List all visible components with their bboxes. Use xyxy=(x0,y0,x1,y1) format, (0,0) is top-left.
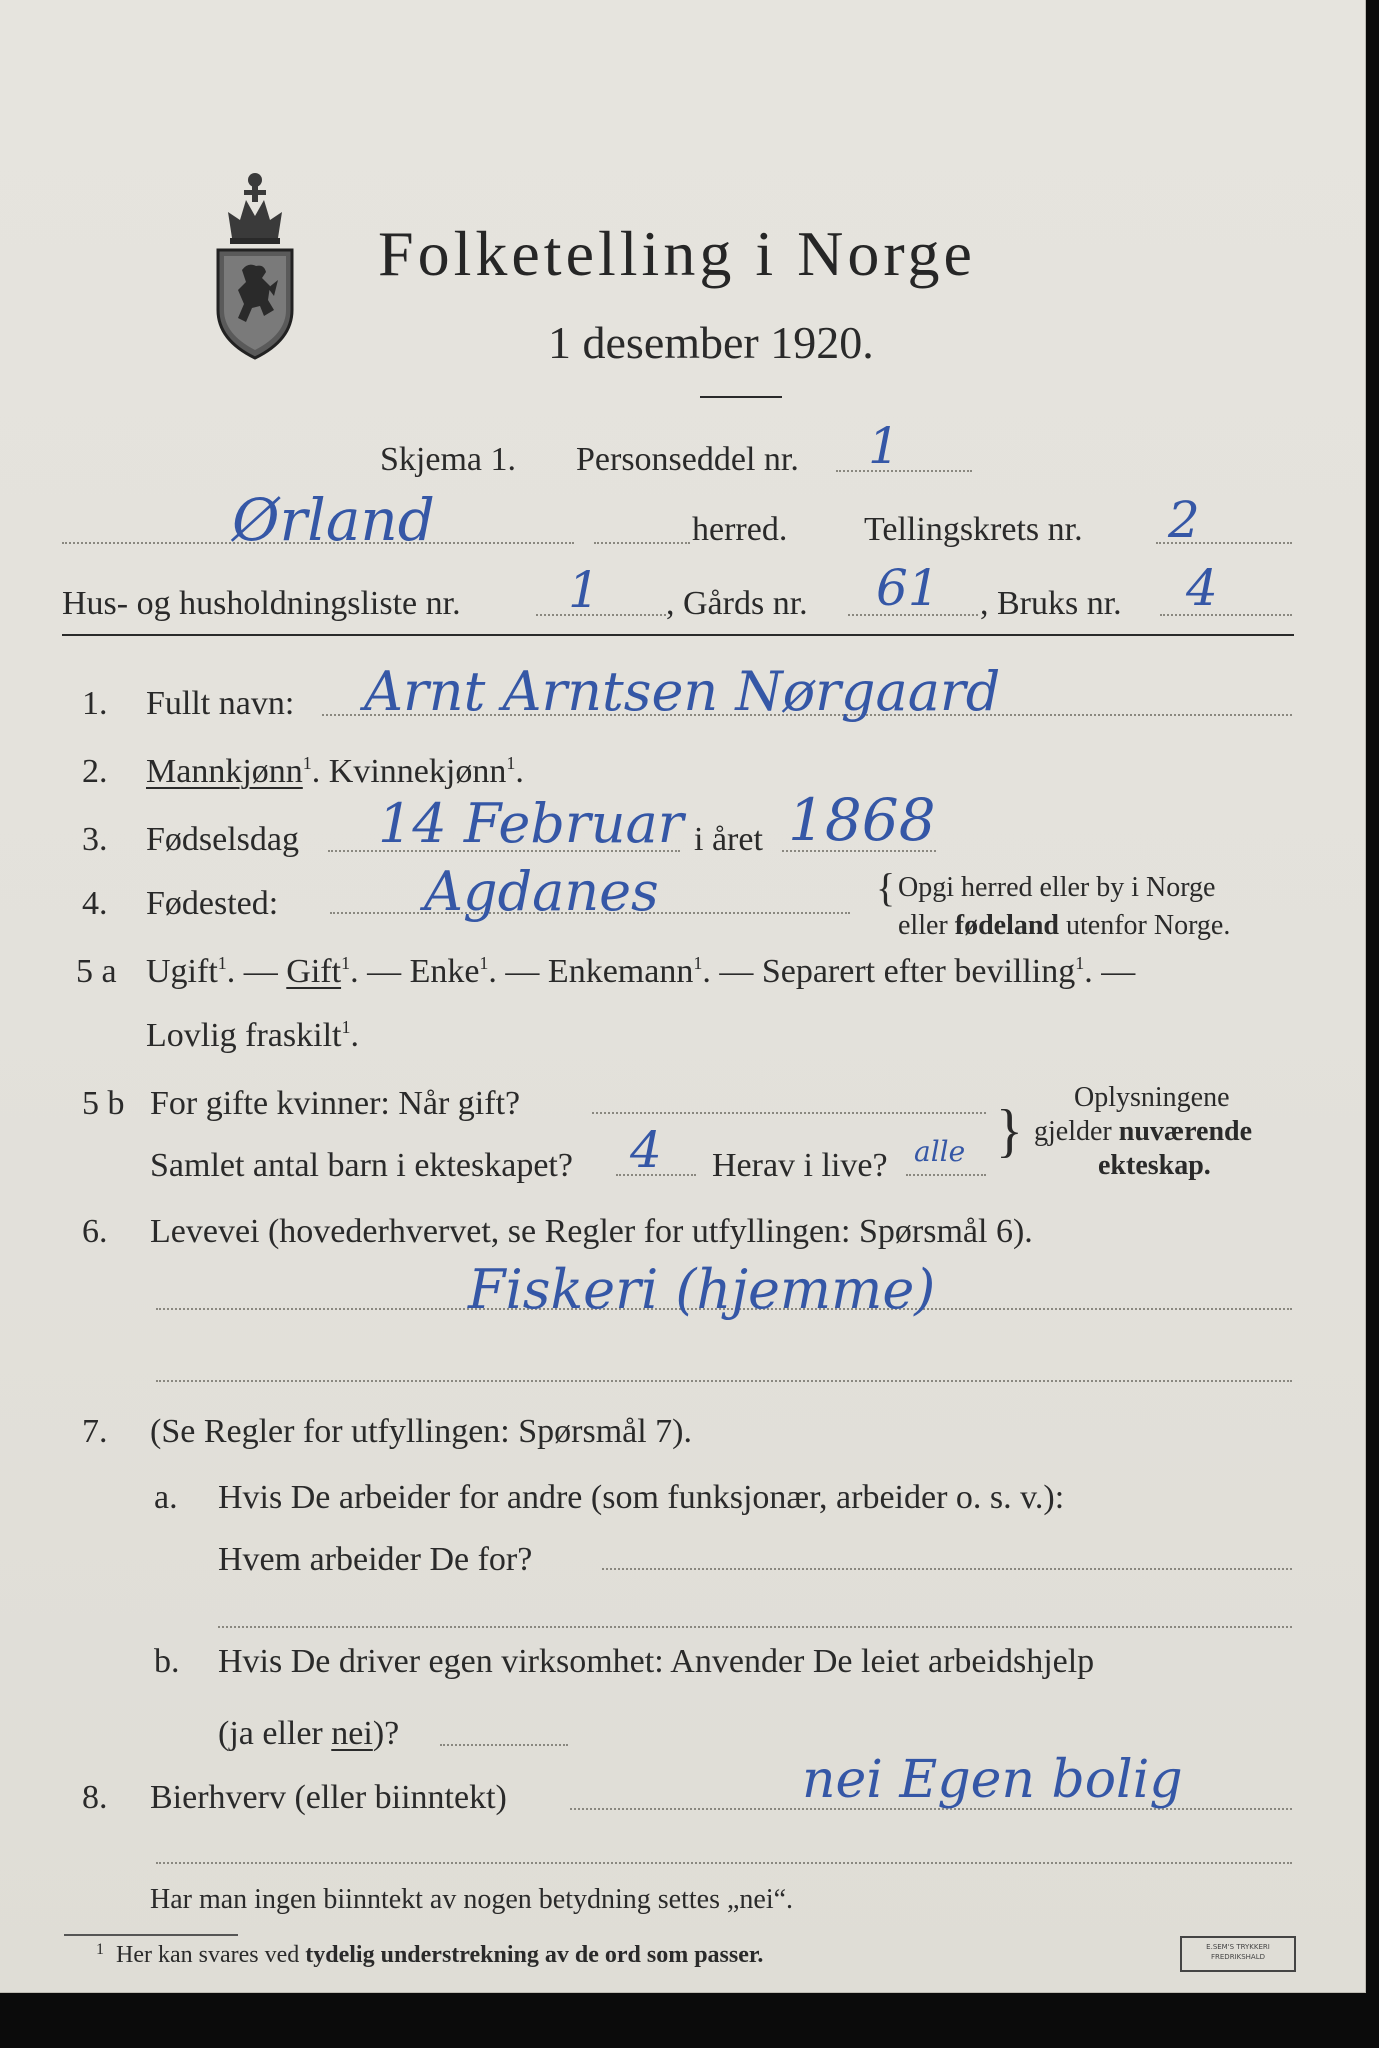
q3-number: 3. xyxy=(82,821,108,858)
mannkjonn-option[interactable]: Mannkjønn xyxy=(146,753,303,790)
q1-number: 1. xyxy=(82,685,108,722)
gift-option[interactable]: Gift xyxy=(286,953,342,990)
form-title: Folketelling i Norge xyxy=(378,218,976,289)
kvinnekjonn-option[interactable]: Kvinnekjønn xyxy=(328,753,507,790)
q8-line-2 xyxy=(156,1862,1292,1864)
footnote-divider xyxy=(64,1934,238,1936)
q2-number: 2. xyxy=(82,753,108,790)
q5b-note-2: gjelder nuværende xyxy=(1034,1116,1253,1147)
bruks-line xyxy=(1160,614,1292,616)
q5a-number: 5 a xyxy=(76,953,117,990)
coat-of-arms-icon xyxy=(212,160,298,360)
q3-year-label: i året xyxy=(694,821,763,858)
gards-value[interactable]: 61 xyxy=(876,559,940,617)
occupation-value[interactable]: Fiskeri (hjemme) xyxy=(468,1258,936,1321)
bruks-value[interactable]: 4 xyxy=(1186,559,1218,617)
q7-number: 7. xyxy=(82,1413,108,1450)
q5b-herav-label: Herav i live? xyxy=(712,1147,888,1184)
full-name-value[interactable]: Arnt Arntsen Nørgaard xyxy=(364,660,1001,723)
q7a-text: Hvis De arbeider for andre (som funksjonær, arbeider o. s. v.): xyxy=(218,1479,1065,1516)
nei-option[interactable]: nei xyxy=(331,1715,373,1752)
q5b-note-3: ekteskap. xyxy=(1098,1150,1211,1181)
q5b-number: 5 b xyxy=(82,1085,125,1122)
husholdningsliste-value[interactable]: 1 xyxy=(568,561,600,619)
q7a-letter: a. xyxy=(154,1479,178,1516)
bruks-label: , Bruks nr. xyxy=(980,585,1122,622)
q4-note-line1: Opgi herred eller by i Norge xyxy=(898,872,1216,903)
q6-label: Levevei (hovederhvervet, se Regler for utfyllingen: Spørsmål 6). xyxy=(150,1213,1033,1250)
separert-option[interactable]: Separert efter bevilling xyxy=(761,953,1076,990)
footnote: $^1$ Her kan svares ved tydelig understrekning av de ord som passer. xyxy=(96,1941,764,1968)
q5a-marital-options: Ugift$^1$. — Gift$^1$. — Enke$^1$. — Enkemann$^1$. — Separert efter bevilling$^1$. — xyxy=(146,953,1136,990)
header-divider xyxy=(62,634,1294,636)
printer-stamp: E.SEM'S TRYKKERI FREDRIKSHALD xyxy=(1180,1936,1296,1972)
q7b-text: Hvis De driver egen virksomhet: Anvender De leiet arbeidshjelp xyxy=(218,1643,1095,1680)
personseddel-line xyxy=(836,470,972,472)
side-income-value[interactable]: nei Egen bolig xyxy=(802,1750,1183,1810)
q4-note-line2: eller fødeland utenfor Norge. xyxy=(898,910,1231,941)
lovlig-fraskilt-option[interactable]: Lovlig fraskilt$^1$. xyxy=(146,1017,359,1054)
q5b-label-1: For gifte kvinner: Når gift? xyxy=(150,1085,521,1122)
title-divider xyxy=(700,396,782,398)
bleed-through-text xyxy=(500,110,508,144)
q7b-letter: b. xyxy=(154,1643,180,1680)
herred-line-2 xyxy=(594,542,690,544)
q8-number: 8. xyxy=(82,1779,108,1816)
q8-label: Bierhverv (eller biinntekt) xyxy=(150,1779,507,1816)
q7a-question: Hvem arbeider De for? xyxy=(218,1541,533,1578)
q4-brace-icon: { xyxy=(876,865,896,910)
q5b-gift-line xyxy=(592,1112,986,1114)
q6-number: 6. xyxy=(82,1213,108,1250)
q3-label: Fødselsdag xyxy=(146,821,299,858)
q7a-line-2 xyxy=(218,1626,1292,1628)
q6-line-2 xyxy=(156,1380,1292,1382)
footer-note: Har man ingen biinntekt av nogen betydning settes „nei“. xyxy=(150,1884,794,1915)
children-alive-value[interactable]: alle xyxy=(914,1135,966,1168)
ugift-option[interactable]: Ugift xyxy=(146,953,218,990)
children-count-value[interactable]: 4 xyxy=(630,1121,662,1179)
q7b-line xyxy=(440,1744,568,1746)
personseddel-value[interactable]: 1 xyxy=(868,417,900,475)
q7b-question: (ja eller nei)? xyxy=(218,1715,400,1752)
q5b-herav-line xyxy=(906,1174,986,1176)
herred-label: herred. xyxy=(692,511,788,548)
q7a-line-1 xyxy=(602,1568,1292,1570)
birth-year-value[interactable]: 1868 xyxy=(788,786,936,854)
q4-number: 4. xyxy=(82,885,108,922)
census-date: 1 desember 1920. xyxy=(548,317,874,368)
skjema-label: Skjema 1. xyxy=(380,441,516,478)
herred-value[interactable]: Ørland xyxy=(232,486,435,554)
q7-label: (Se Regler for utfyllingen: Spørsmål 7). xyxy=(150,1413,693,1450)
q5b-brace-icon: } xyxy=(996,1098,1023,1164)
gards-label: , Gårds nr. xyxy=(666,585,808,622)
tellingskrets-label: Tellingskrets nr. xyxy=(864,511,1083,548)
husholdningsliste-line xyxy=(536,614,666,616)
q1-label: Fullt navn: xyxy=(146,685,295,722)
q5b-note-1: Oplysningene xyxy=(1074,1082,1230,1113)
q5b-label-2: Samlet antal barn i ekteskapet? xyxy=(150,1147,573,1184)
q4-label: Fødested: xyxy=(146,885,279,922)
personseddel-label: Personseddel nr. xyxy=(576,441,799,478)
q2-sex-options: Mannkjønn$^1$. Kvinnekjønn$^1$. xyxy=(146,753,524,790)
tellingskrets-value[interactable]: 2 xyxy=(1168,491,1200,549)
birth-day-value[interactable]: 14 Februar xyxy=(378,792,684,855)
enkemann-option[interactable]: Enkemann xyxy=(547,953,694,990)
birthplace-value[interactable]: Agdanes xyxy=(424,860,659,923)
husholdningsliste-label: Hus- og husholdningsliste nr. xyxy=(62,585,461,622)
enke-option[interactable]: Enke xyxy=(409,953,480,990)
